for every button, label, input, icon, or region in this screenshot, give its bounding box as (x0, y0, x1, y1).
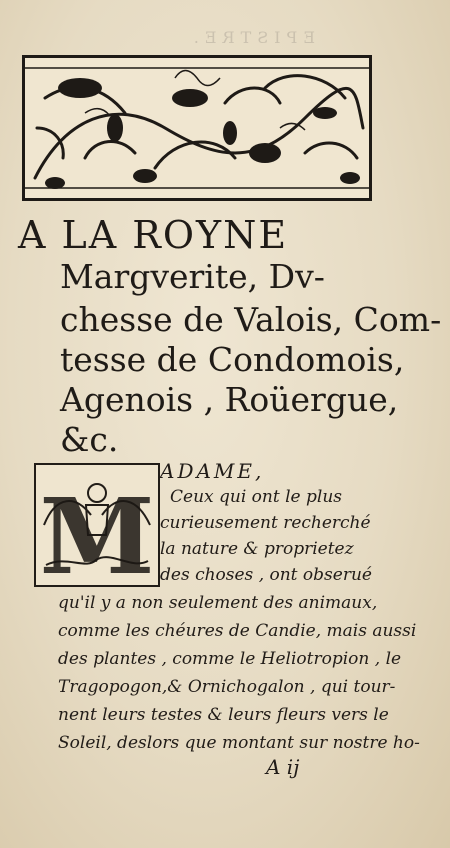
historiated-initial-icon (36, 465, 158, 585)
body-line-10: Soleil, deslors que montant sur nostre ho- (58, 733, 420, 753)
body-line-5: qu'il y a non seulement des animaux, (58, 593, 378, 613)
body-line-2: curieusement recherché (160, 513, 371, 533)
bleed-through-text: EPISTRE. (187, 28, 315, 47)
body-line-3: la nature & proprietez (160, 539, 354, 559)
body-line-7: des plantes , comme le Heliotropion , le (58, 649, 402, 669)
woodcut-ornament-headpiece (22, 55, 372, 201)
body-line-4: des choses , ont obserué (160, 565, 372, 585)
catchword: A ij (266, 755, 300, 779)
title-line-2: Margverite, Dv- (60, 257, 325, 296)
body-line-9: nent leurs testes & leurs fleurs vers le (58, 705, 389, 725)
dedication-title (18, 212, 442, 459)
body-line-6: comme les chéures de Candie, mais aussi (58, 621, 417, 641)
title-line-6: &c. (60, 420, 119, 459)
title-line-3: chesse de Valois, Com- (60, 300, 442, 339)
floral-animal-ornament-icon (25, 58, 369, 198)
body-line-8: Tragopogon,& Ornichogalon , qui tour- (58, 677, 396, 697)
body-line-1: Ceux qui ont le plus (170, 487, 342, 507)
salutation: ADAME, (160, 459, 265, 483)
title-line-4: tesse de Condomois, (60, 340, 405, 379)
title-line-1: A LA ROYNE (18, 213, 289, 257)
svg-text:M: M (39, 475, 155, 585)
title-line-5: Agenois , Roüergue, (60, 380, 399, 419)
decorated-initial (34, 463, 160, 587)
